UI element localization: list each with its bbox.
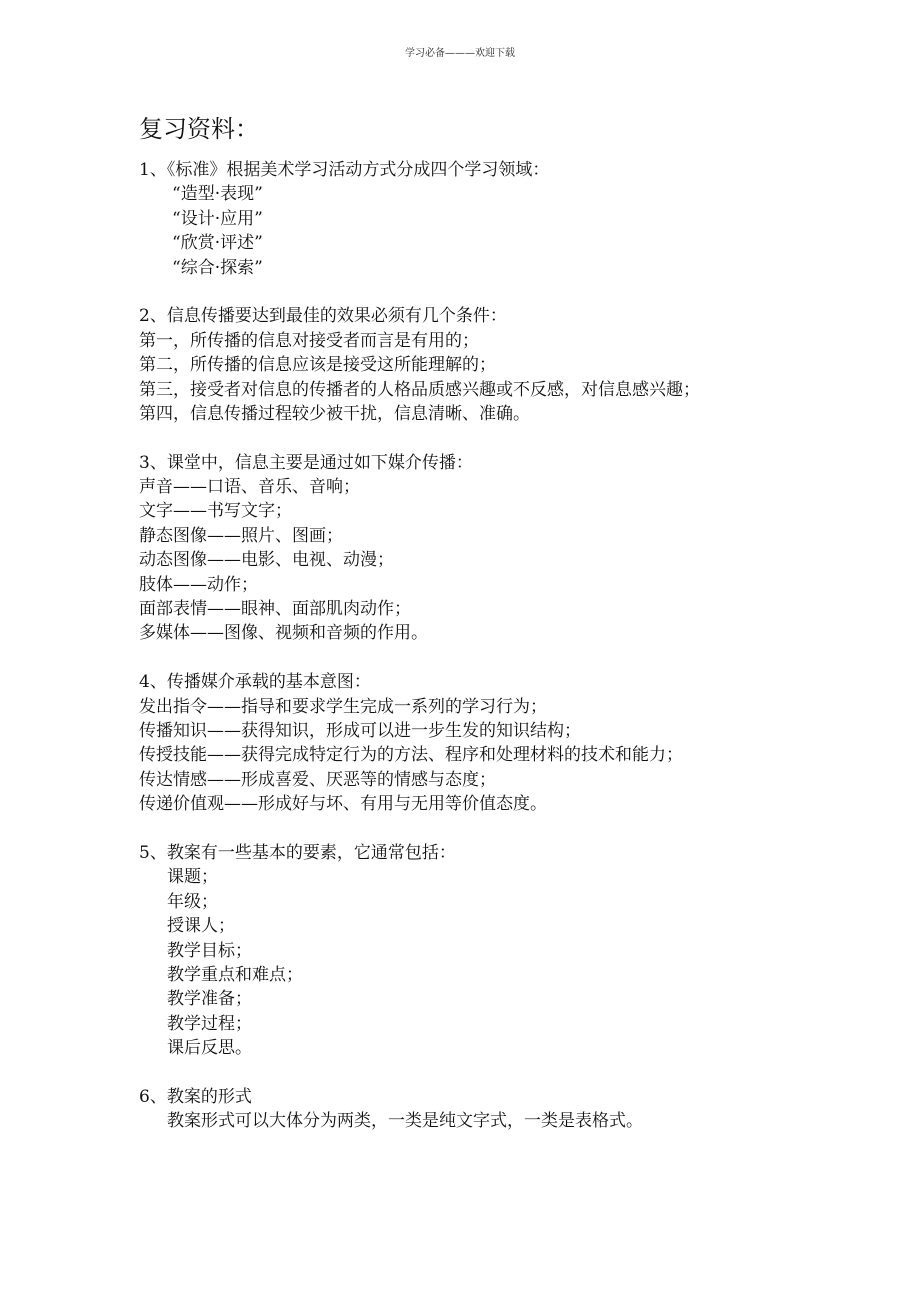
list-item: 面部表情——眼神、面部肌肉动作； [139,599,411,620]
list-item: 静态图像——照片、图画； [139,525,343,546]
page-header: 学习必备———欢迎下载 [405,48,515,59]
section-1 [139,158,859,280]
list-item: 传授技能——获得完成特定行为的方法、程序和处理材料的技术和能力； [139,745,683,766]
list-item: 第三，接受者对信息的传播者的人格品质感兴趣或不反感，对信息感兴趣； [139,379,700,400]
section-heading: 5、教案有一些基本的要素，它通常包括： [139,842,456,863]
list-item: 文字——书写文字； [139,501,292,522]
list-item: 传达情感——形成喜爱、厌恶等的情感与态度； [139,769,496,790]
list-item: 第一，所传播的信息对接受者而言是有用的； [139,330,479,351]
section-2 [139,304,859,426]
list-item: 传播知识——获得知识，形成可以进一步生发的知识结构； [139,720,581,741]
section-heading: 6、教案的形式 [139,1086,252,1107]
list-item: 肢体——动作； [139,574,258,595]
list-item: 发出指令——指导和要求学生完成一系列的学习行为； [139,696,547,717]
list-item: 声音——口语、音乐、音响； [139,477,360,498]
list-item: “综合·探索” [172,257,263,278]
section-heading: 4、传播媒介承载的基本意图： [139,672,371,693]
list-item: 教学重点和难点； [167,964,303,985]
list-item: 多媒体——图像、视频和音频的作用。 [139,623,428,644]
list-item: 年级； [167,891,218,912]
section-4 [139,670,859,816]
list-item: 课后反思。 [167,1038,252,1059]
document-body [139,158,859,1134]
list-item: “造型·表现” [172,184,263,205]
list-item: 传递价值观——形成好与坏、有用与无用等价值态度。 [139,794,547,815]
list-item: 教学准备； [167,989,252,1010]
list-item: 教学过程； [167,1013,252,1034]
section-heading: 2、信息传播要达到最佳的效果必须有几个条件： [139,306,507,327]
paragraph: 教案形式可以大体分为两类，一类是纯文字式，一类是表格式。 [167,1111,643,1132]
section-heading: 3、课堂中，信息主要是通过如下媒介传播： [139,452,473,473]
section-6 [139,1085,859,1134]
section-5 [139,841,859,1061]
list-item: 动态图像——电影、电视、动漫； [139,550,394,571]
list-item: 教学目标； [167,940,252,961]
list-item: “设计·应用” [172,208,263,229]
section-heading: 1、《标准》根据美术学习活动方式分成四个学习领域： [139,160,550,180]
list-item: 第四，信息传播过程较少被干扰，信息清晰、准确。 [139,403,530,424]
list-item: 课题； [167,867,218,888]
list-item: 第二，所传播的信息应该是接受这所能理解的； [139,355,496,376]
list-item: “欣赏·评述” [172,233,263,254]
section-3 [139,451,859,646]
page-title: 复习资料： [139,115,259,143]
list-item: 授课人； [167,916,235,937]
